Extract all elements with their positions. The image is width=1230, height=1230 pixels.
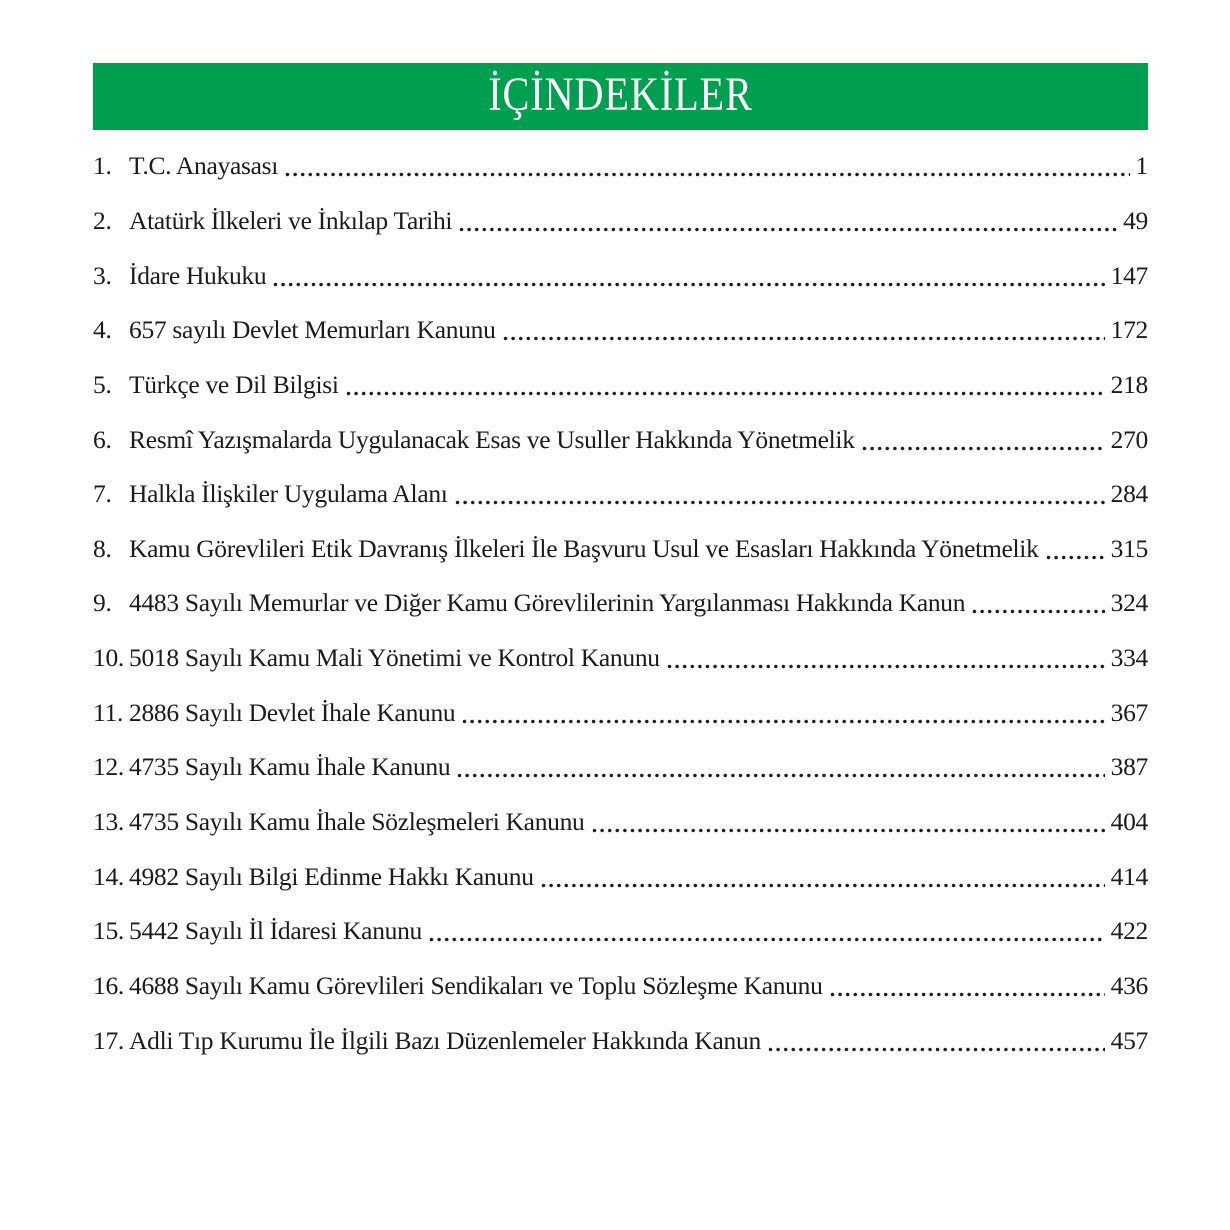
toc-entry	[93, 248, 1148, 303]
toc-entry	[93, 139, 1148, 194]
toc-entry-page: 218	[1110, 369, 1148, 399]
toc-entry-number: 12.	[93, 752, 124, 782]
toc-entry-number: 4.	[93, 315, 112, 345]
toc-entry-title: Atatürk İlkeleri ve İnkılap Tarihi	[129, 205, 453, 235]
toc-entry-title: Resmî Yazışmalarda Uygulanacak Esas ve Usuller Hakkında Yönetmelik	[129, 424, 855, 454]
toc-entry	[93, 959, 1148, 1014]
toc-entry-title: 4735 Sayılı Kamu İhale Sözleşmeleri Kanunu	[129, 807, 585, 836]
toc-entry-page: 414	[1110, 861, 1148, 891]
toc-entry	[93, 685, 1148, 740]
toc-leader-dots	[667, 664, 1105, 669]
toc-entry-title: 5442 Sayılı İl İdaresi Kanunu	[129, 916, 422, 946]
toc-entry-title: 4688 Sayılı Kamu Görevlileri Sendikaları ve Toplu Sözleşme Kanunu	[129, 970, 823, 1000]
toc-leader-dots	[346, 391, 1105, 396]
contents-header-bar	[93, 63, 1148, 130]
toc-entry	[93, 303, 1148, 358]
toc-entry-number: 7.	[93, 479, 112, 509]
toc-entry-number: 10.	[93, 643, 124, 673]
toc-leader-dots	[429, 937, 1105, 942]
toc-entry-page: 367	[1110, 697, 1148, 727]
toc-entry-page: 147	[1110, 260, 1148, 290]
toc-leader-dots	[830, 992, 1105, 997]
toc-leader-dots	[541, 883, 1105, 888]
toc-entry-page: 1	[1135, 151, 1148, 181]
toc-entry	[93, 521, 1148, 576]
toc-entry-number: 1.	[93, 151, 112, 181]
toc-leader-dots	[455, 500, 1105, 505]
toc-entry	[93, 1013, 1148, 1068]
toc-entry-title: Halkla İlişkiler Uygulama Alanı	[129, 479, 448, 509]
toc-entry-title: İdare Hukuku	[129, 260, 267, 290]
toc-entry-page: 457	[1110, 1025, 1148, 1055]
contents-page-title: İÇİNDEKİLER	[488, 68, 753, 121]
toc-leader-dots	[768, 1047, 1105, 1052]
toc-entry	[93, 849, 1148, 904]
toc-entry	[93, 576, 1148, 631]
toc-entry-page: 404	[1110, 807, 1148, 836]
toc-entry-page: 334	[1110, 643, 1148, 673]
toc-leader-dots	[1046, 555, 1105, 560]
toc-entry-number: 8.	[93, 533, 112, 563]
toc-entry-page: 172	[1110, 315, 1148, 345]
toc-entry-number: 16.	[93, 970, 124, 1000]
toc-entry-title: T.C. Anayasası	[129, 151, 279, 181]
toc-entry-title: 657 sayılı Devlet Memurları Kanunu	[129, 315, 496, 345]
toc-entry-page: 315	[1110, 533, 1148, 563]
toc-entry-page: 324	[1110, 588, 1148, 618]
toc-entry	[93, 467, 1148, 522]
toc-entry-number: 15.	[93, 916, 124, 946]
toc-leader-dots	[457, 773, 1104, 778]
toc-entry-title: Türkçe ve Dil Bilgisi	[129, 369, 339, 399]
toc-leader-dots	[972, 609, 1104, 614]
toc-entry	[93, 904, 1148, 959]
toc-entry-title: 5018 Sayılı Kamu Mali Yönetimi ve Kontrol Kanunu	[129, 643, 660, 673]
toc-entry-page: 422	[1110, 916, 1148, 946]
toc-entry-number: 9.	[93, 588, 112, 618]
toc-entry-title: 4735 Sayılı Kamu İhale Kanunu	[129, 752, 451, 782]
toc-entry	[93, 412, 1148, 467]
toc-entry-number: 5.	[93, 369, 112, 399]
toc-leader-dots	[462, 719, 1104, 724]
toc-list	[93, 139, 1148, 1068]
toc-entry-number: 3.	[93, 260, 112, 290]
toc-entry-page: 49	[1123, 205, 1148, 235]
toc-entry	[93, 358, 1148, 413]
toc-entry-number: 17.	[93, 1025, 124, 1055]
toc-entry-number: 14.	[93, 861, 124, 891]
toc-leader-dots	[503, 336, 1105, 341]
toc-entry-title: 4483 Sayılı Memurlar ve Diğer Kamu Görevlilerinin Yargılanması Hakkında Kanun	[129, 588, 966, 618]
toc-entry-number: 13.	[93, 807, 124, 836]
toc-entry-number: 2.	[93, 205, 112, 235]
toc-entry-title: 4982 Sayılı Bilgi Edinme Hakkı Kanunu	[129, 861, 534, 891]
toc-leader-dots	[285, 172, 1130, 177]
toc-entry-page: 284	[1110, 479, 1148, 509]
toc-entry-number: 6.	[93, 424, 112, 454]
toc-leader-dots	[592, 828, 1105, 833]
toc-entry-page: 387	[1110, 752, 1148, 782]
toc-entry	[93, 631, 1148, 686]
toc-leader-dots	[273, 282, 1104, 287]
toc-entry	[93, 740, 1148, 795]
toc-entry-number: 11.	[93, 697, 124, 727]
toc-entry-page: 436	[1110, 970, 1148, 1000]
toc-leader-dots	[459, 227, 1117, 232]
toc-entry-title: Kamu Görevlileri Etik Davranış İlkeleri İle Başvuru Usul ve Esasları Hakkında Yönetmelik	[129, 533, 1039, 563]
toc-entry-title: 2886 Sayılı Devlet İhale Kanunu	[129, 697, 456, 727]
toc-entry-title: Adli Tıp Kurumu İle İlgili Bazı Düzenlemeler Hakkında Kanun	[129, 1025, 761, 1055]
toc-entry	[93, 194, 1148, 249]
toc-leader-dots	[862, 446, 1105, 451]
toc-entry	[93, 795, 1148, 850]
toc-entry-page: 270	[1110, 424, 1148, 454]
